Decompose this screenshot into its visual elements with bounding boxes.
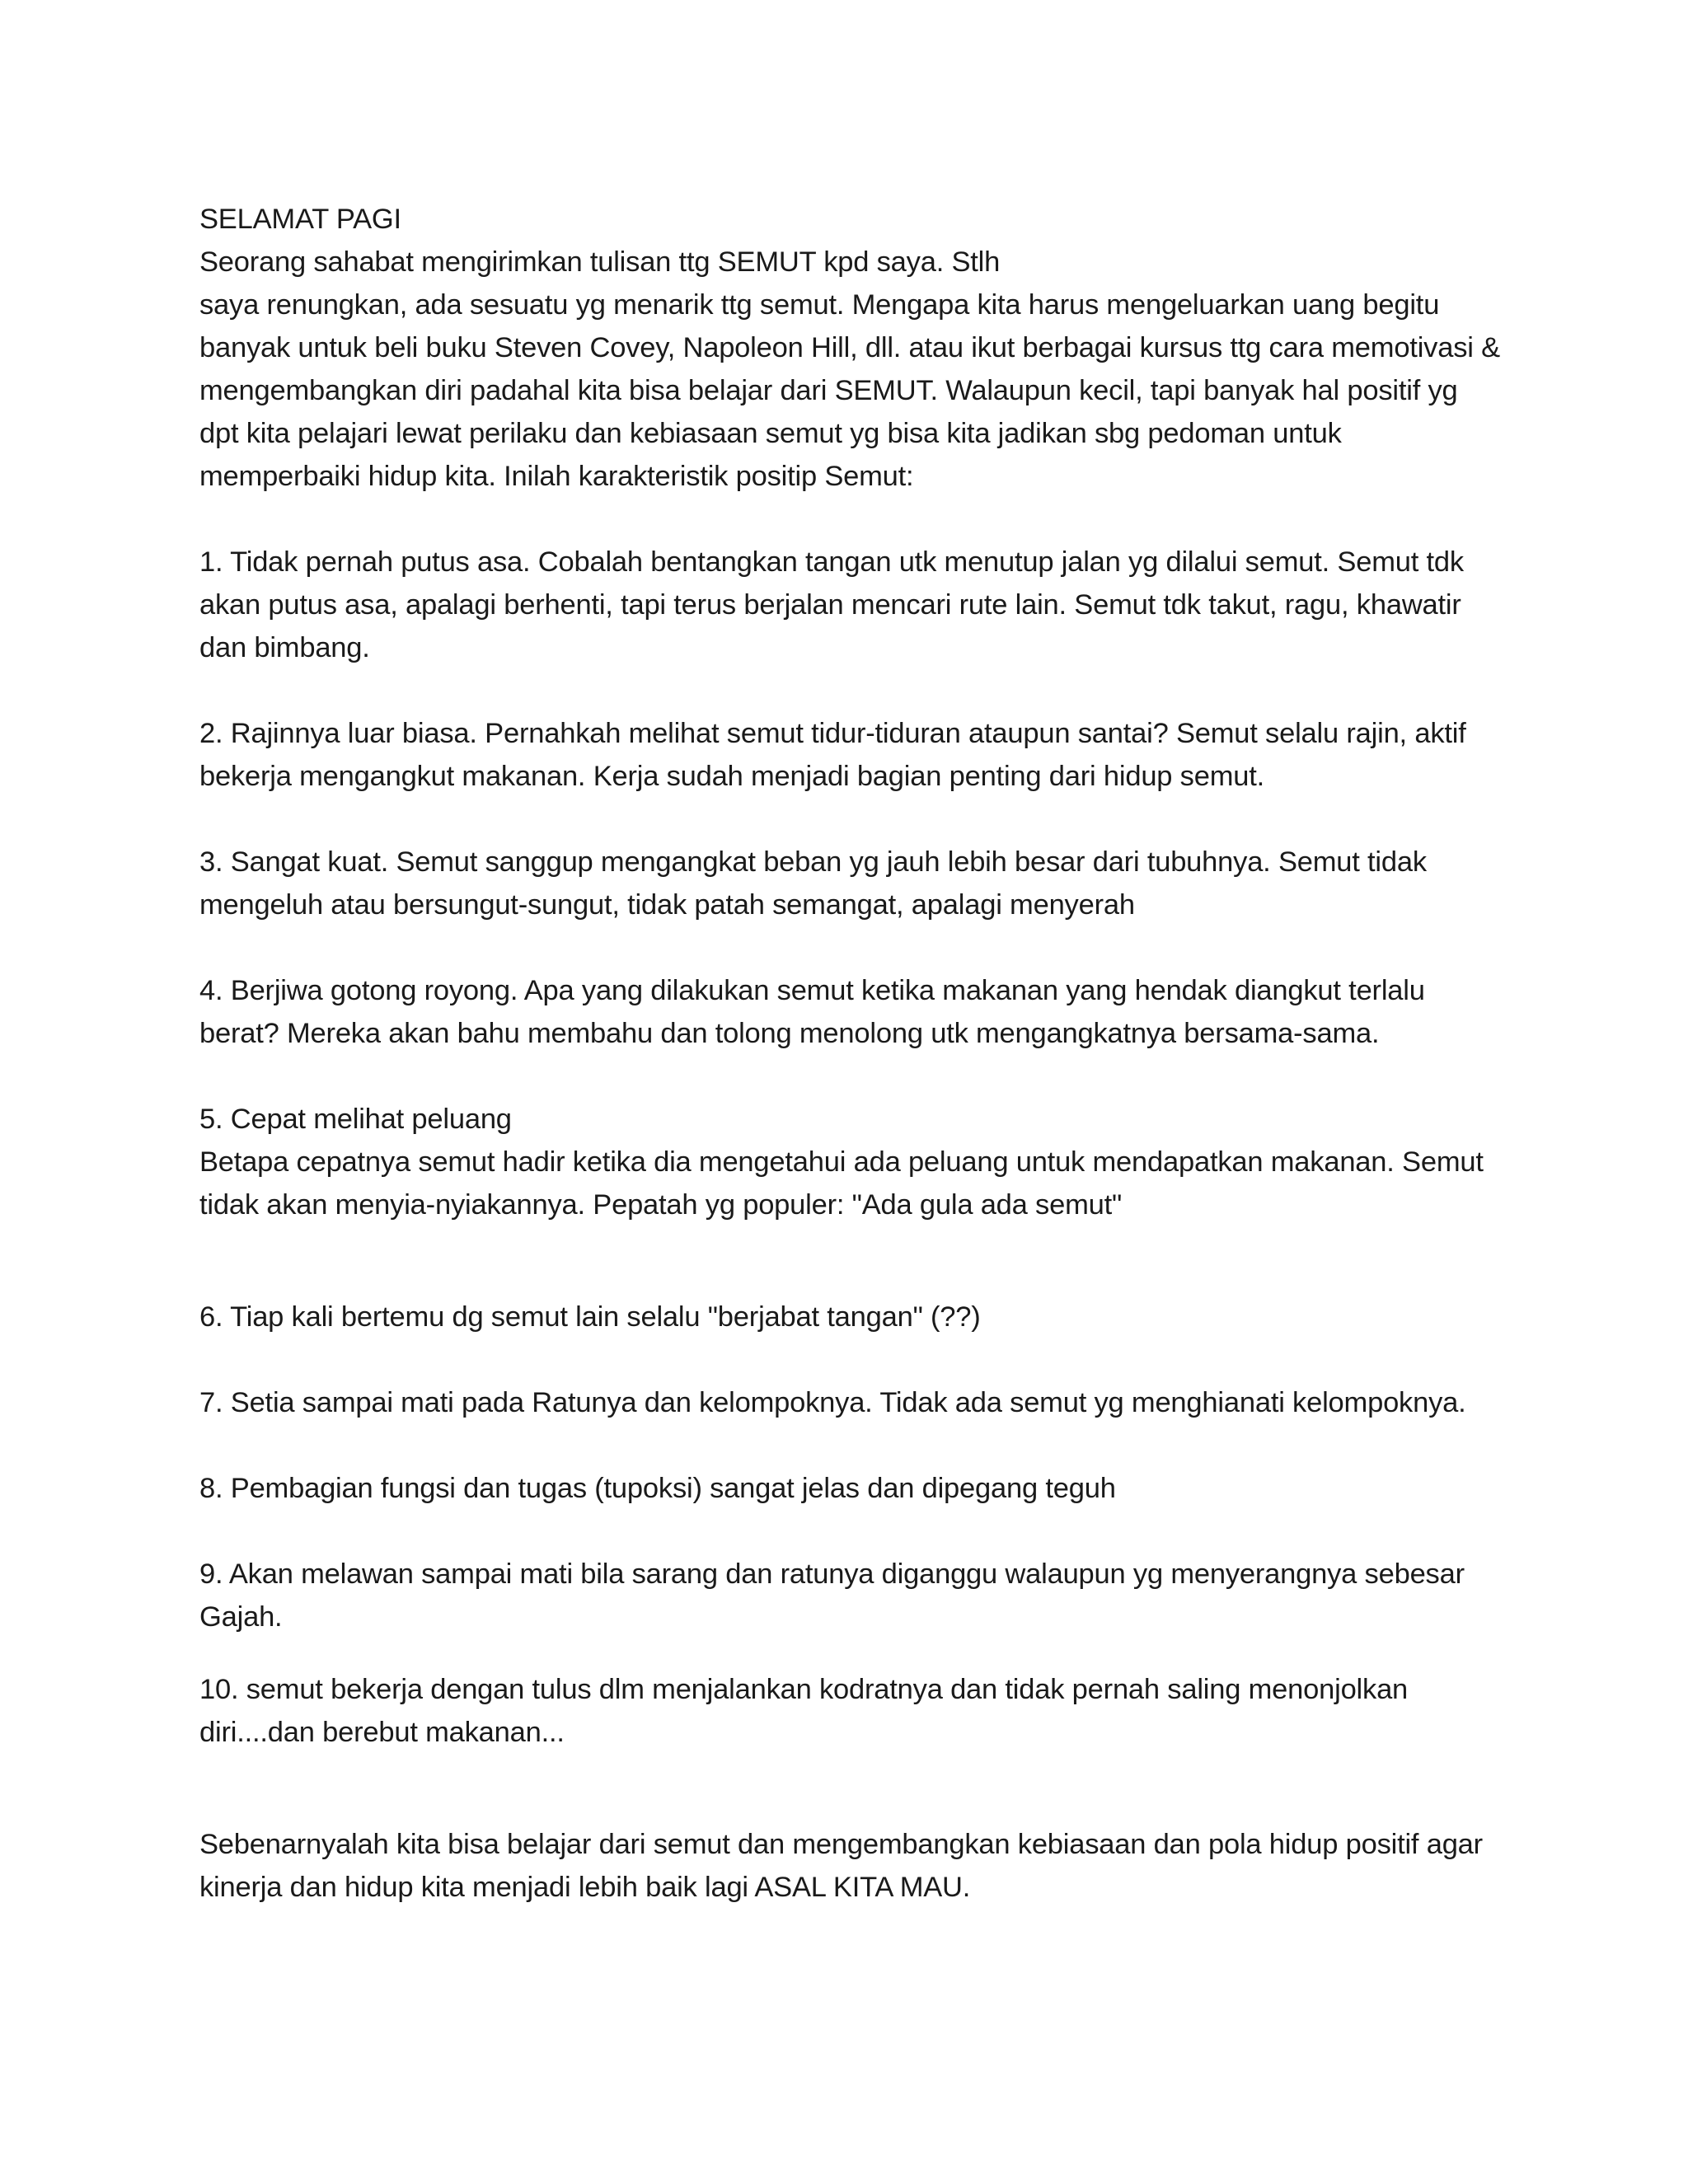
point-6-paragraph: 6. Tiap kali bertemu dg semut lain selalu "berjabat tangan" (??) [199,1301,981,1333]
point-3-paragraph [199,841,1518,926]
intro-line: memperbaiki hidup kita. Inilah karakteristik positip Semut: [199,461,914,492]
point-1-paragraph [199,541,1518,669]
point-5-line: 5. Cepat melihat peluang [199,1104,512,1135]
point-5-line: tidak akan menyia-nyiakannya. Pepatah yg populer: "Ada gula ada semut" [199,1189,1123,1221]
point-8-paragraph: 8. Pembagian fungsi dan tugas (tupoksi) sangat jelas dan dipegang teguh [199,1473,1116,1504]
point-10-line: diri....dan berebut makanan... [199,1717,565,1748]
point-5-line: Betapa cepatnya semut hadir ketika dia mengetahui ada peluang untuk mendapatkan makanan. Semut [199,1146,1484,1178]
greeting-heading: SELAMAT PAGI [199,204,401,235]
document-body [199,198,1518,1909]
point-7-paragraph: 7. Setia sampai mati pada Ratunya dan kelompoknya. Tidak ada semut yg menghianati kelompoknya. [199,1387,1466,1418]
point-4-line: 4. Berjiwa gotong royong. Apa yang dilakukan semut ketika makanan yang hendak diangkut terlalu [199,975,1425,1006]
point-1-line: 1. Tidak pernah putus asa. Cobalah bentangkan tangan utk menutup jalan yg dilalui semut. Semut tdk [199,546,1464,578]
closing-line: kinerja dan hidup kita menjadi lebih baik lagi ASAL KITA MAU. [199,1872,971,1903]
point-2-paragraph [199,712,1518,798]
point-2-line: bekerja mengangkut makanan. Kerja sudah menjadi bagian penting dari hidup semut. [199,761,1265,792]
intro-line: banyak untuk beli buku Steven Covey, Napoleon Hill, dll. atau ikut berbagai kursus ttg cara memotivasi & [199,332,1500,363]
point-1-line: dan bimbang. [199,632,370,663]
point-9-line: Gajah. [199,1601,283,1633]
point-3-line: 3. Sangat kuat. Semut sanggup mengangkat beban yg jauh lebih besar dari tubuhnya. Semut tidak [199,846,1427,878]
closing-paragraph [199,1823,1518,1909]
intro-line: mengembangkan diri padahal kita bisa belajar dari SEMUT. Walaupun kecil, tapi banyak hal positif yg [199,375,1458,406]
point-10-line: 10. semut bekerja dengan tulus dlm menjalankan kodratnya dan tidak pernah saling menonjolkan [199,1674,1409,1705]
point-5-paragraph [199,1098,1518,1226]
point-3-line: mengeluh atau bersungut-sungut, tidak patah semangat, apalagi menyerah [199,889,1135,921]
point-2-line: 2. Rajinnya luar biasa. Pernahkah melihat semut tidur-tiduran ataupun santai? Semut selalu rajin, aktif [199,718,1466,749]
intro-line: Seorang sahabat mengirimkan tulisan ttg SEMUT kpd saya. Stlh [199,246,1001,278]
point-1-line: akan putus asa, apalagi berhenti, tapi terus berjalan mencari rute lain. Semut tdk takut, ragu, khawatir [199,589,1461,621]
closing-line: Sebenarnyalah kita bisa belajar dari semut dan mengembangkan kebiasaan dan pola hidup positif agar [199,1829,1483,1860]
intro-line: saya renungkan, ada sesuatu yg menarik ttg semut. Mengapa kita harus mengeluarkan uang begitu [199,289,1440,321]
intro-line: dpt kita pelajari lewat perilaku dan kebiasaan semut yg bisa kita jadikan sbg pedoman untuk [199,418,1342,449]
point-10-paragraph [199,1668,1518,1754]
point-4-line: berat? Mereka akan bahu membahu dan tolong menolong utk mengangkatnya bersama-sama. [199,1018,1380,1049]
point-4-paragraph [199,969,1518,1055]
point-9-line: 9. Akan melawan sampai mati bila sarang dan ratunya diganggu walaupun yg menyerangnya sebesar [199,1558,1465,1590]
point-9-paragraph [199,1553,1518,1638]
intro-paragraph [199,241,1518,498]
